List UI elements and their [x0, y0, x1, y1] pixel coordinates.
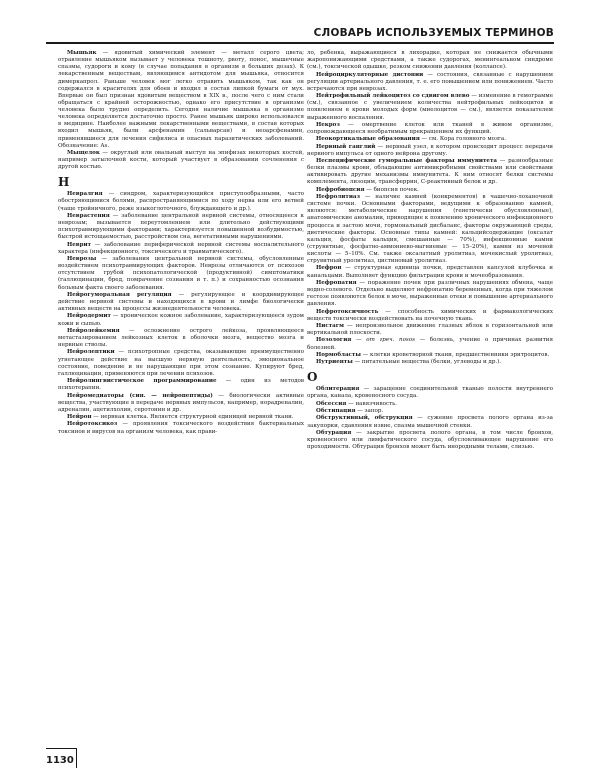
glossary-entry	[307, 386, 553, 400]
glossary-entry	[58, 292, 304, 313]
glossary-entry	[58, 150, 304, 171]
footer-rule	[46, 748, 76, 749]
glossary-entry	[58, 213, 304, 242]
entry-definition: — запор.	[355, 408, 384, 415]
entry-definition: — округлый или овальный выступ на эпифизах некоторых костей, например затылочной кости, который участвует в образовании сочленения с другой костью.	[58, 149, 304, 171]
entry-definition: — способность химических и фармакологических веществ токсически воздействовать на почечную ткань.	[307, 308, 553, 322]
glossary-entry	[58, 191, 304, 212]
entry-term: Нутриенты	[316, 359, 353, 366]
entry-definition: — регулирующее и координирующее действие нервной системы и находящихся в крови и лимфе биологически активных веществ на процессы жизнедеятельности человека.	[58, 291, 304, 313]
entry-term: Нейрон	[67, 414, 92, 421]
entry-term: Неспецифические гуморальные факторы иммунитета	[316, 158, 497, 164]
entry-term: Неокортикальные образования	[316, 136, 420, 143]
entry-definition: — поражение почек при различных нарушениях обмена, чаще водно-солевого. Отдельно выделяют нефропатию беременных, когда при тяжелом гестозе появляются белок в моче, выраженные отеки и повышение артериального давления.	[307, 279, 553, 308]
glossary-entry	[307, 136, 553, 143]
glossary-entry	[58, 256, 304, 292]
entry-definition: — омертвение клеток или тканей в живом организме, сопровождающееся необратимым прекращением их функций.	[307, 121, 553, 135]
entry-term: Обструктивный, обструкция	[316, 415, 413, 422]
glossary-entry	[307, 158, 553, 187]
entry-definition: — см. Кора головного мозга.	[419, 136, 507, 143]
entry-definition: — нервный узел, в котором происходит процесс передачи нервного импульса от одного нейрона другому.	[307, 143, 554, 157]
header-rule	[46, 42, 554, 44]
entry-term: Обтурация	[316, 429, 352, 436]
entry-definition: — клетки кроветворной ткани, предшественники эритроцитов.	[360, 351, 550, 358]
entry-term: Нейромедиаторы (син. — нейропептиды)	[67, 392, 213, 399]
entry-term: Нефротоксичность	[316, 308, 379, 315]
entry-term: Мыщелок	[67, 149, 100, 156]
glossary-entry	[307, 194, 553, 265]
entry-term: Некроз	[316, 121, 340, 128]
page-number: 1130	[46, 755, 74, 766]
glossary-entry	[307, 401, 553, 408]
glossary-entry	[307, 144, 553, 158]
entry-term: Нейтрофильный лейкоцитоз со сдвигом влево	[316, 93, 470, 100]
entry-definition: — нервная клетка. Является структурной единицей нервной ткани.	[91, 414, 294, 421]
entry-term: Невралгия	[67, 191, 103, 198]
glossary-entry	[307, 50, 553, 71]
entry-etymology: от греч. nosos	[366, 337, 415, 344]
glossary-entry	[307, 265, 553, 279]
glossary-entry	[307, 352, 553, 359]
glossary-entry	[58, 328, 304, 349]
entry-definition: — наличие камней (конкрементов) в чашечно-лоханочной системе почки. Основными факторами, ведущими к образованию камней, являются: метаболические нарушения (генетически обусловленные), анатомические аномалии, приводящие к появлению хронического инфекционного процесса и застою мочи, гормональный дисбаланс, факторы окружающей среды, диетические факторы. Основные типы камней: кальцийсодержащие (оксалат кальция, фосфаты кальция, смешанные — 70%), инфекционные камни (струвитные, фосфатно-аммониево-магниевые — 15–20%), камни из мочевой кислоты — 5–10%. См. также оксалатный уролитиаз, мочекислый уролитиаз, струвитный уролитиаз, цистиновый уролитиаз.	[307, 194, 553, 265]
entry-definition: — заболевания центральной нервной системы, обусловленные воздействием психотравмирующих факторов. Неврозы отличаются от психозов отсутствием грубой психопатологической (продуктивной) симптоматики (галлюцинации, бред, помрачение сознания и т. п.) и сохранностью осознания больным факта своего заболевания.	[58, 256, 304, 291]
entry-definition: — непроизвольное движение глазных яблок в горизонтальной или вертикальной плоскости.	[307, 323, 553, 337]
entry-definition: — изменение в гемограмме (см.), связанное с увеличением количества нейтрофильных лейкоцитов и появлением в крови молодых форм (миелоцитов — см.), является показателем выраженного воспаления.	[307, 93, 553, 121]
entry-definition: — биологически активные вещества, участвующие в передаче нервных импульсов, например, норадреналин, адреналин, ацетилхолин, серотонин и др.	[58, 392, 304, 413]
glossary-entry	[58, 421, 304, 435]
glossary-entry	[307, 415, 553, 429]
entry-term: Нейротоксикоз	[67, 421, 118, 428]
entry-term: Нефрон	[316, 265, 342, 272]
entry-definition: — питательные вещества (белки, углеводы и др.).	[352, 359, 502, 366]
entry-definition: ло, ребенка, выражающиеся в лихорадке, которая не снижается обычными жаропонижающими средствами, а также судорогах, менингеальном синдроме (см.), токсической одышке, резком снижении давления (коллапсе).	[307, 50, 553, 71]
entry-term: Нейродермит	[67, 313, 111, 320]
footer-rule-vertical	[76, 748, 77, 768]
entry-definition: — навязчивость.	[346, 400, 397, 407]
entry-term: Неврит	[67, 241, 92, 248]
entry-term: Нистагм	[316, 323, 344, 329]
glossary-entry	[307, 309, 553, 323]
entry-term: Нефролитиаз	[316, 194, 361, 200]
running-header	[46, 26, 554, 40]
entry-definition: — синдром, характеризующийся приступообразными, часто обостряющимися болями, распространяющимися по ходу нерва или его ветвей (чаще тройничного, реже языкоглоточного, блуждающего и др.).	[58, 191, 304, 212]
entry-definition: — сужение просвета полого органа из-за закупорки, сдавления извне, спазма мышечной стенки.	[307, 415, 553, 429]
entry-definition: — закрытие просвета полого органа, в том числе бронхов, кровеносного или лимфатического сосуда, обусловливающее нарушение его проходимости. Обтурация бронхов может быть инородными телами, слизью.	[307, 429, 553, 451]
entry-term: Нефробиопсия	[316, 186, 365, 193]
section-letter: О	[307, 370, 318, 385]
entry-term: Неврастения	[67, 212, 110, 219]
glossary-entry	[307, 280, 553, 309]
left-column	[58, 50, 304, 436]
entry-term: Неврозы	[67, 256, 97, 262]
section-letter: Н	[58, 175, 70, 190]
entry-definition: — разнообразные белки плазмы крови, обладающие антимикробными свойствами или свойствами активировать другие механизмы иммунитета. К ним относят белки системы комплемента, лизоцим, трансферрин, С-реактивный белок и др.	[307, 158, 553, 186]
glossary-entry	[58, 313, 304, 327]
entry-term: Нейролейкемия	[67, 327, 120, 334]
entry-definition: — проявления токсического воздействия бактериальных токсинов и вирусов на организм человека, как прави-	[58, 421, 304, 435]
entry-term: Мышьяк	[67, 50, 97, 56]
entry-term: Нозология	[316, 337, 352, 344]
entry-term: Облитерация	[316, 386, 360, 393]
entry-definition: — один из методов психотерапии.	[58, 378, 304, 392]
entry-term: Нейролептики	[67, 349, 115, 356]
entry-term: Нейролингвистическое программирование	[67, 378, 217, 385]
glossary-entry	[307, 122, 553, 136]
entry-definition: — состояния, связанные с нарушением регуляции артериального давления, т. е. его повышением или понижением. Часто встречаются при неврозах.	[307, 71, 554, 92]
glossary-entry	[58, 50, 304, 150]
glossary-entry	[307, 430, 553, 451]
entry-term: Нормобласты	[316, 351, 361, 358]
entry-term: Нейрогуморальная регуляция	[67, 291, 172, 298]
entry-definition: — биопсия почек.	[364, 186, 419, 193]
glossary-entry	[58, 393, 304, 414]
entry-definition: — осложнение острого лейкоза, проявляющееся метастазированием лейкозных клеток в оболочки мозга, вещество мозга и нервные стволы.	[58, 327, 304, 349]
glossary-entry	[58, 378, 304, 392]
entry-definition: — заболевание периферической нервной системы воспалительного характера (инфекционного, токсического и травматического).	[58, 241, 304, 255]
entry-definition: — психотропные средства, оказывающие преимущественно угнетающее действие на высшую нервную деятельность, эмоциональное состояние, поведение и не нарушающие при этом сознание. Купируют бред, галлюцинации, применяются при лечении психозов.	[58, 349, 304, 377]
entry-definition: — заболевание центральной нервной системы, относящееся к неврозам; вызывается переутомлением или длительно действующими психотравмирующими факторами; характеризуется повышенной возбудимостью, быстрой истощаемостью, расстройством сна, вегетативными нарушениями.	[58, 212, 304, 241]
entry-term: Обсессия	[316, 400, 347, 407]
entry-definition: — хроническое кожное заболевание, характеризующееся зудом кожи и сыпью.	[58, 313, 304, 327]
entry-term: Обстипация	[316, 408, 356, 415]
glossary-entry	[58, 349, 304, 378]
entry-definition: — болезнь, учение о причинах развития болезней.	[307, 337, 553, 351]
glossary-entry	[307, 323, 553, 337]
entry-definition: — ядовитый химический элемент — металл серого цвета; отравление мышьяком вызывает у человека тошноту, рвоту, понос, мышечные спазмы, судороги и кому (в случае попадания в организм в больших дозах). К лекарственным веществам, являющимся антидотом для мышьяка, относится димеркапрол. Раньше человек мог легко отравить мышьяком, так как он содержался в красителях для обоев и входил в состав липкой бумаги от мух. Впервые он был признан ядовитым веществом в XIX в., после чего с ним стали обращаться с крайней осторожностью, однако его присутствие в организме человека было трудно определить. Сегодня наличие мышьяка в организме человека определяется достаточно просто. Ранее мышьяк широко использовался в медицине. Наиболее важными лекарственными веществами, в состав которых входил мышьяк, были арсфенамин (сальварсан) и неоарсфенамин, применявшиеся для лечения сифилиса и опасных паразитических заболеваний. Обозначение: As.	[58, 50, 304, 149]
entry-term: Нейроциркуляторные дистонии	[316, 71, 424, 78]
glossary-entry	[58, 242, 304, 256]
right-column	[307, 50, 553, 451]
glossary-entry	[307, 72, 553, 93]
glossary-entry: Нозология — от греч. nosos — болезнь, учение о причинах развития болезней.	[307, 337, 553, 351]
entry-term: Нефропатия	[316, 279, 357, 286]
entry-definition: — структурная единица почки, представлен капсулой клубочка и канальцами. Выполняет функцию фильтрации крови и мочеобразования.	[307, 265, 553, 279]
glossary-entry	[307, 187, 553, 194]
glossary-entry	[307, 359, 553, 366]
header-title: СЛОВАРЬ ИСПОЛЬЗУЕМЫХ ТЕРМИНОВ	[313, 27, 554, 39]
entry-definition: — заращение соединительной тканью полости внутреннего органа, канала, кровеносного сосуда.	[307, 386, 553, 400]
glossary-entry	[307, 93, 553, 122]
entry-term: Нервный ганглий	[316, 143, 376, 150]
